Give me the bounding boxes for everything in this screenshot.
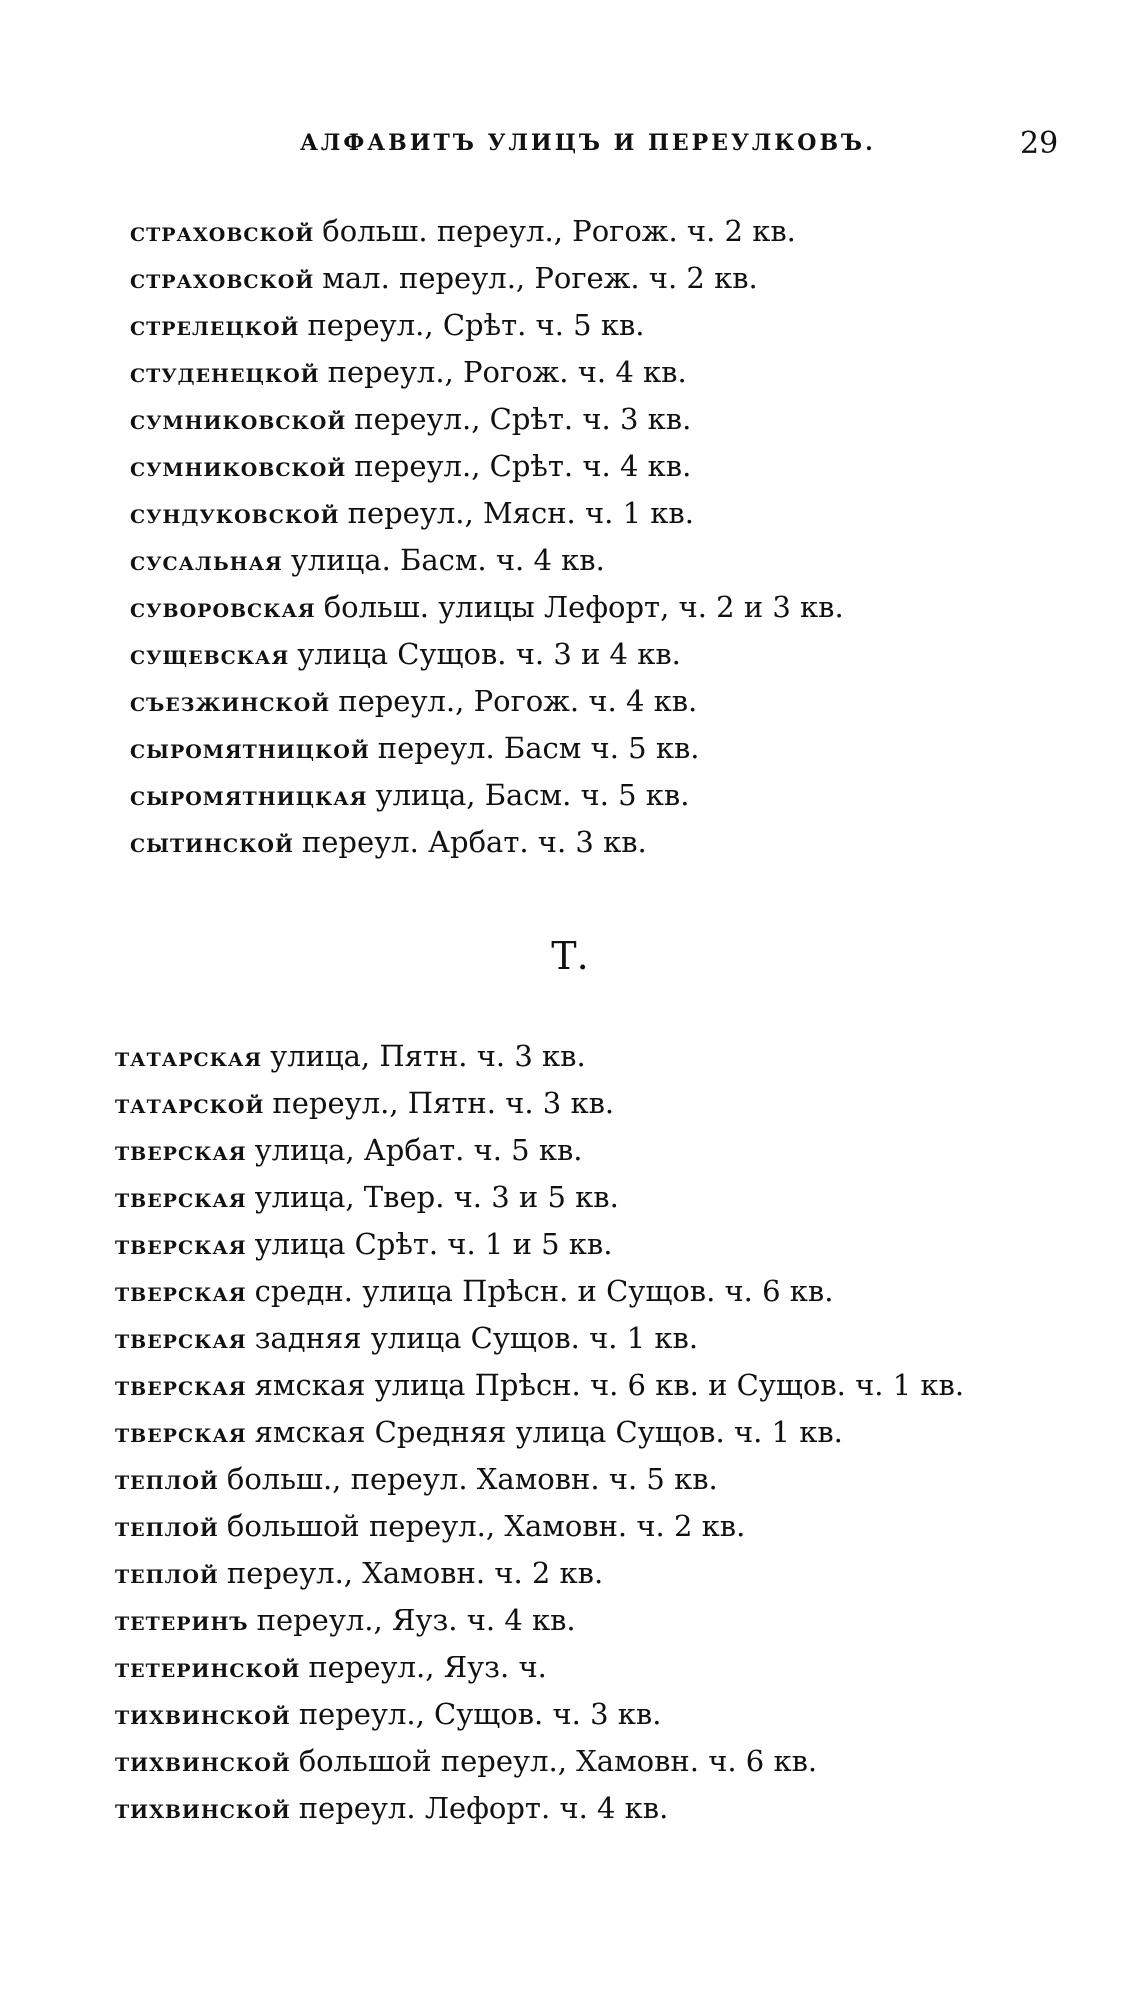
street-name: теплой (115, 1512, 219, 1543)
street-details: больш., переул. Хамовн. ч. 5 кв. (226, 1462, 718, 1496)
street-list-t (0, 1033, 1140, 1832)
street-name: тверская (115, 1324, 247, 1355)
street-details: средн. улица Прѣсн. и Сущов. ч. 6 кв. (254, 1274, 834, 1308)
street-entry (0, 443, 1140, 490)
street-entry (0, 1033, 1140, 1080)
street-entry (0, 1785, 1140, 1832)
street-name: тверская (115, 1371, 247, 1402)
street-entry (0, 255, 1140, 302)
street-entry (0, 1409, 1140, 1456)
street-entry (0, 302, 1140, 349)
street-name: сыромятницкая (130, 781, 368, 812)
street-entry (0, 1174, 1140, 1221)
street-entry (0, 1362, 1140, 1409)
street-entry (0, 725, 1140, 772)
street-details: ямская улица Прѣсн. ч. 6 кв. и Сущов. ч. 1 кв. (254, 1368, 965, 1402)
street-entry (0, 1738, 1140, 1785)
street-name: татарская (115, 1042, 263, 1073)
street-name: тихвинской (115, 1700, 291, 1731)
street-name: тверская (115, 1230, 247, 1261)
street-entry (0, 584, 1140, 631)
street-details: переул., Срѣт. ч. 5 кв. (307, 308, 645, 342)
street-name: тверская (115, 1418, 247, 1449)
street-name: тетеринской (115, 1653, 301, 1684)
street-entry (0, 772, 1140, 819)
street-entry (0, 1268, 1140, 1315)
street-name: теплой (115, 1559, 219, 1590)
street-name: сумниковской (130, 452, 347, 483)
street-details: улица, Твер. ч. 3 и 5 кв. (254, 1180, 619, 1214)
street-name: тихвинской (115, 1747, 291, 1778)
street-name: тверская (115, 1183, 247, 1214)
street-entry (0, 1644, 1140, 1691)
street-details: больш. переул., Рогож. ч. 2 кв. (322, 214, 796, 248)
street-details: ямская Средняя улица Сущов. ч. 1 кв. (254, 1415, 843, 1449)
street-details: большой переул., Хамовн. ч. 6 кв. (298, 1744, 818, 1778)
street-name: суворовская (130, 593, 316, 624)
street-details: переул., Мясн. ч. 1 кв. (347, 496, 694, 530)
street-entry (0, 631, 1140, 678)
street-name: сытинской (130, 828, 294, 859)
street-details: переул., Рогож. ч. 4 кв. (327, 355, 687, 389)
street-details: задняя улица Сущов. ч. 1 кв. (254, 1321, 699, 1355)
street-name: сундуковской (130, 499, 340, 530)
street-details: большой переул., Хамовн. ч. 2 кв. (226, 1509, 746, 1543)
street-details: улица Срѣт. ч. 1 и 5 кв. (254, 1227, 613, 1261)
street-name: татарской (115, 1089, 265, 1120)
street-entry (0, 537, 1140, 584)
street-name: сыромятницкой (130, 734, 370, 765)
street-name: тетеринъ (115, 1606, 249, 1637)
street-name: теплой (115, 1465, 219, 1496)
street-details: переул., Срѣт. ч. 3 кв. (354, 402, 692, 436)
street-details: переул., Яуз. ч. 4 кв. (256, 1603, 576, 1637)
street-name: страховской (130, 217, 315, 248)
street-name: страховской (130, 264, 315, 295)
street-name: студенецкой (130, 358, 320, 389)
street-details: улица, Басм. ч. 5 кв. (375, 778, 690, 812)
section-letter-heading: Т. (551, 934, 589, 978)
street-entry (0, 1456, 1140, 1503)
street-entry (0, 208, 1140, 255)
street-details: переул. Басм ч. 5 кв. (377, 731, 700, 765)
street-entry (0, 1080, 1140, 1127)
street-details: переул., Срѣт. ч. 4 кв. (354, 449, 692, 483)
street-name: тверская (115, 1136, 247, 1167)
street-entry (0, 396, 1140, 443)
running-title: АЛФАВИТЪ УЛИЦЪ И ПЕРЕУЛКОВЪ. (300, 130, 876, 156)
street-entry (0, 349, 1140, 396)
street-entry (0, 678, 1140, 725)
street-name: сумниковской (130, 405, 347, 436)
street-details: улица Сущов. ч. 3 и 4 кв. (297, 637, 681, 671)
street-name: тихвинской (115, 1794, 291, 1825)
street-entry (0, 1597, 1140, 1644)
street-details: переул., Яуз. ч. (308, 1650, 547, 1684)
street-name: стрелецкой (130, 311, 300, 342)
street-details: улица, Арбат. ч. 5 кв. (254, 1133, 583, 1167)
running-head (0, 126, 1140, 170)
street-entry (0, 490, 1140, 537)
street-name: сущевская (130, 640, 290, 671)
street-details: улица, Пятн. ч. 3 кв. (270, 1039, 586, 1073)
street-name: съезжинской (130, 687, 331, 718)
page-number: 29 (1020, 126, 1059, 161)
street-name: сусальная (130, 546, 283, 577)
street-details: переул., Пятн. ч. 3 кв. (272, 1086, 615, 1120)
street-details: больш. улицы Лефорт, ч. 2 и 3 кв. (323, 590, 844, 624)
street-entry (0, 1550, 1140, 1597)
street-entry (0, 1221, 1140, 1268)
street-entry (0, 819, 1140, 866)
street-entry (0, 1503, 1140, 1550)
street-details: переул. Арбат. ч. 3 кв. (301, 825, 647, 859)
street-list-s (0, 208, 1140, 866)
street-name: тверская (115, 1277, 247, 1308)
street-details: переул. Лефорт. ч. 4 кв. (298, 1791, 669, 1825)
street-details: переул., Сущов. ч. 3 кв. (298, 1697, 662, 1731)
street-entry (0, 1127, 1140, 1174)
street-details: мал. переул., Рогеж. ч. 2 кв. (322, 261, 758, 295)
street-entry (0, 1315, 1140, 1362)
street-entry (0, 1691, 1140, 1738)
street-details: улица. Басм. ч. 4 кв. (290, 543, 605, 577)
street-details: переул., Хамовн. ч. 2 кв. (226, 1556, 604, 1590)
street-details: переул., Рогож. ч. 4 кв. (338, 684, 698, 718)
